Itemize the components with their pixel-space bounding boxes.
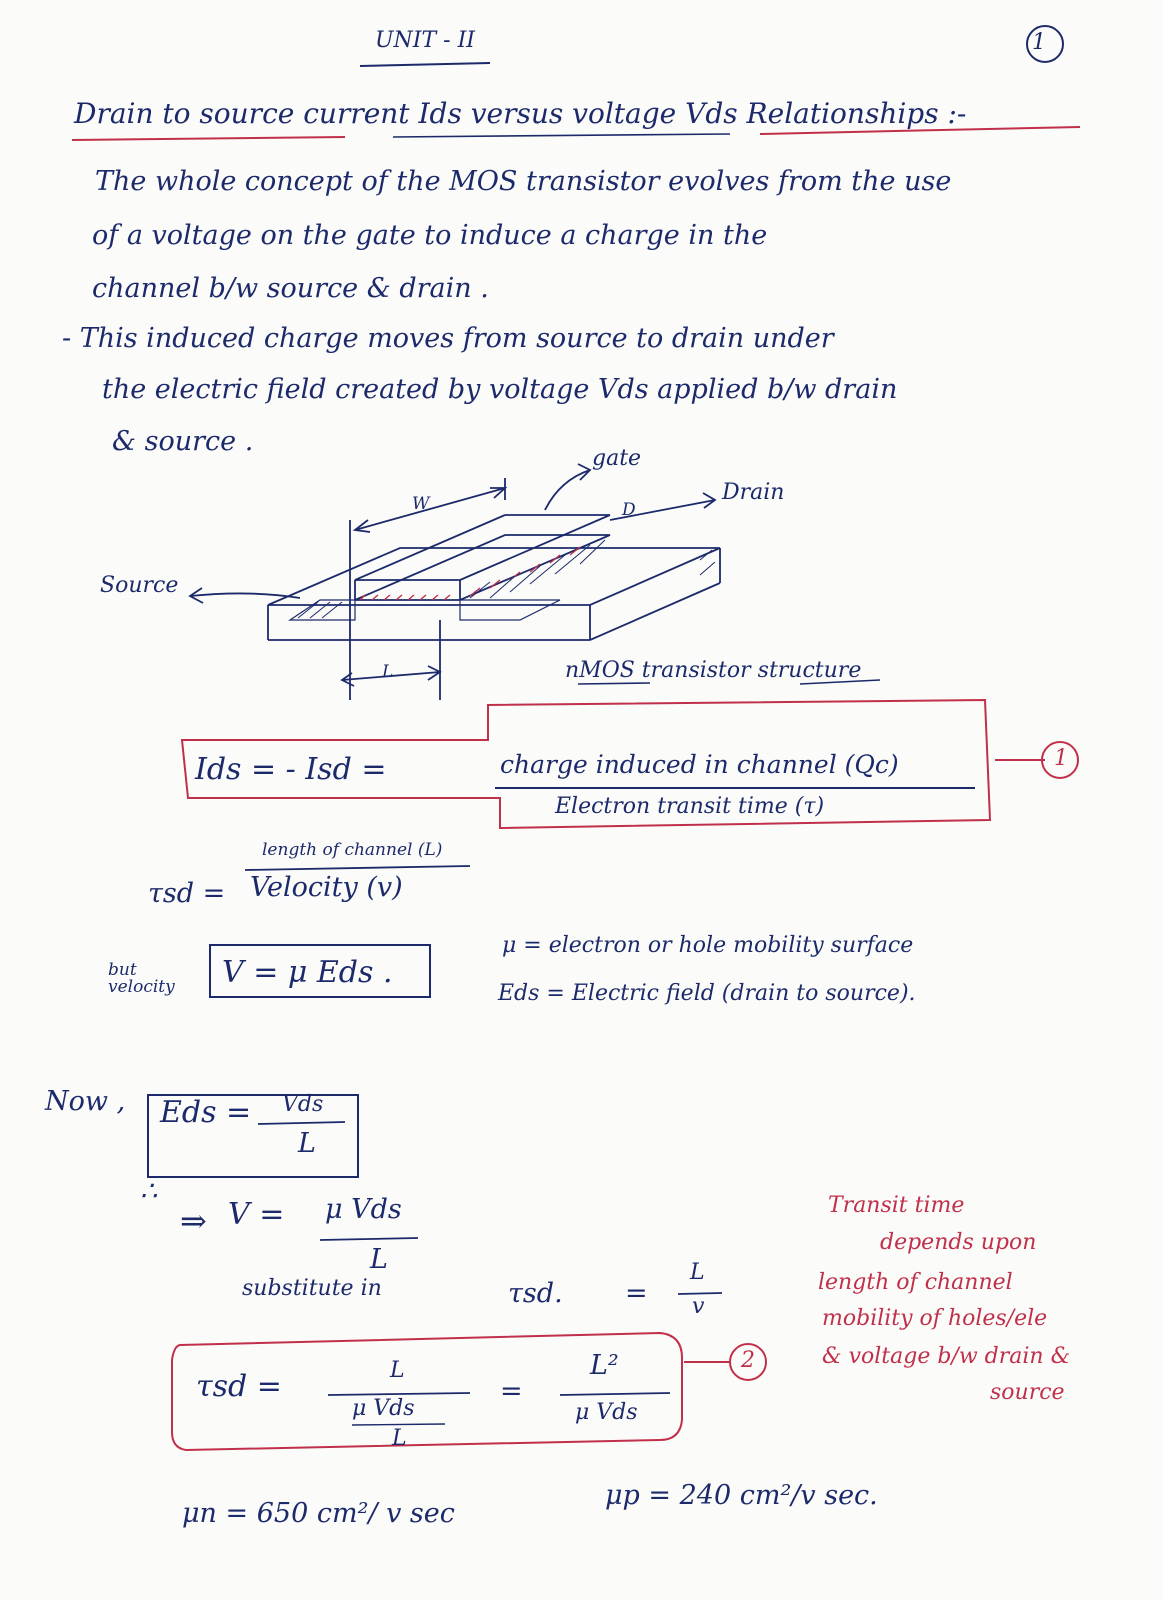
note-line-6: source	[990, 1380, 1065, 1405]
substitute-equals: =	[625, 1278, 648, 1309]
label-length: L	[382, 662, 394, 682]
substitute-text: substitute in	[242, 1276, 382, 1301]
tau-denominator: Velocity (v)	[250, 872, 403, 903]
eq2-frac2-numerator: L²	[590, 1350, 619, 1381]
label-width: W	[412, 494, 430, 514]
intro-line-5: the electric field created by voltage Vds applied b/w drain	[102, 374, 898, 405]
eq1-lhs: Ids = - Isd =	[195, 752, 387, 787]
substitute-numerator: L	[690, 1260, 705, 1285]
eq2-frac1-den-numerator: μ Vds	[352, 1396, 415, 1421]
eq2-lhs: τsd =	[196, 1369, 282, 1404]
eq1-denominator: Electron transit time (τ)	[555, 794, 825, 819]
v-lhs: V =	[228, 1197, 285, 1232]
mobility-n: μn = 650 cm²/ v sec	[182, 1498, 455, 1529]
eq2-marker: 2	[741, 1348, 755, 1373]
note-line-1: Transit time	[828, 1193, 965, 1218]
now-label: Now ,	[45, 1086, 126, 1117]
page-title: Drain to source current Ids versus voltage Vds Relationships :-	[74, 97, 967, 130]
note-line-3: length of channel	[818, 1270, 1013, 1295]
velocity-formula: V = μ Eds .	[222, 955, 393, 990]
intro-line-3: channel b/w source & drain .	[92, 273, 489, 304]
label-depth: D	[622, 500, 636, 520]
tau-lhs: τsd =	[148, 878, 226, 909]
implies-arrow: ⇒	[180, 1202, 207, 1240]
mobility-p: μp = 240 cm²/v sec.	[605, 1480, 878, 1511]
substitute-denominator: v	[692, 1294, 705, 1319]
diagram-caption: nMOS transistor structure	[565, 658, 862, 683]
eds-definition: Eds = Electric field (drain to source).	[498, 981, 916, 1006]
v-numerator: μ Vds	[325, 1194, 402, 1225]
label-source: Source	[100, 573, 179, 598]
eq1-marker: 1	[1054, 746, 1068, 771]
unit-heading: UNIT - II	[375, 28, 475, 53]
substitute-lhs: τsd.	[508, 1278, 563, 1309]
v-denominator: L	[370, 1244, 388, 1275]
note-line-2: depends upon	[880, 1230, 1037, 1255]
intro-line-6: & source .	[112, 426, 254, 457]
velocity-prefix: but velocity	[108, 960, 175, 997]
intro-line-1: The whole concept of the MOS transistor evolves from the use	[95, 166, 952, 197]
tau-numerator: length of channel (L)	[262, 840, 443, 860]
label-gate: gate	[592, 446, 642, 471]
mu-definition: μ = electron or hole mobility surface	[502, 933, 914, 958]
note-line-4: mobility of holes/ele	[822, 1306, 1048, 1331]
eq2-frac1-numerator: L	[390, 1358, 405, 1383]
note-line-5: & voltage b/w drain &	[822, 1344, 1071, 1369]
eq2-equals: =	[500, 1376, 523, 1407]
eq2-frac1-den-denominator: L	[392, 1426, 407, 1451]
therefore-symbol: ∴	[140, 1176, 158, 1207]
intro-line-2: of a voltage on the gate to induce a charge in the	[92, 220, 768, 251]
page-number: 1	[1032, 30, 1046, 55]
eds-numerator: Vds	[282, 1092, 324, 1117]
label-drain: Drain	[722, 480, 785, 505]
eq1-numerator: charge induced in channel (Qc)	[500, 750, 899, 779]
eds-lhs: Eds =	[160, 1095, 252, 1130]
eds-denominator: L	[298, 1128, 316, 1159]
intro-line-4: - This induced charge moves from source to drain under	[62, 323, 834, 354]
eq2-frac2-denominator: μ Vds	[575, 1400, 638, 1425]
